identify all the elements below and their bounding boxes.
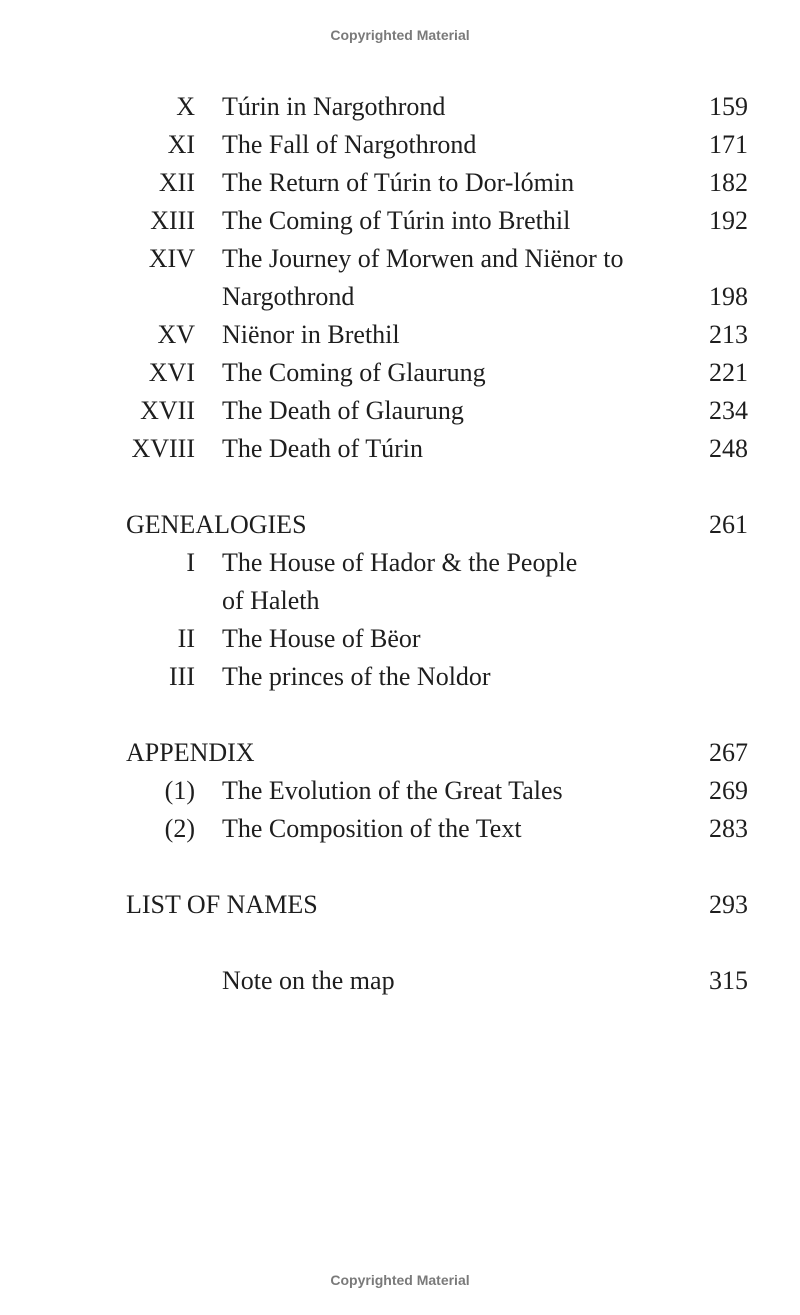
chapter-number: XIV [148, 244, 195, 273]
toc-entry-row [0, 582, 800, 620]
section-spacer [0, 468, 800, 506]
toc-entry-row [0, 354, 800, 392]
page-number: 213 [709, 320, 748, 349]
chapter-number: (2) [164, 814, 195, 843]
toc-section-row [0, 886, 800, 924]
chapter-title: The princes of the Noldor [222, 662, 491, 691]
chapter-number: XVI [148, 358, 195, 387]
chapter-title: The Composition of the Text [222, 814, 522, 843]
page-number: 315 [709, 966, 748, 995]
chapter-title: The Return of Túrin to Dor-lómin [222, 168, 575, 197]
chapter-number: II [177, 624, 195, 653]
toc-entry-row [0, 430, 800, 468]
chapter-title: The Evolution of the Great Tales [222, 776, 563, 805]
page-number: 198 [709, 282, 748, 311]
chapter-title: The Journey of Morwen and Niënor to [222, 244, 624, 273]
page-number: 221 [709, 358, 748, 387]
chapter-number: I [186, 548, 195, 577]
toc-entry-row [0, 658, 800, 696]
chapter-title: The Coming of Glaurung [222, 358, 486, 387]
chapter-title: The House of Bëor [222, 624, 421, 653]
section-spacer [0, 924, 800, 962]
chapter-title: of Haleth [222, 586, 320, 615]
toc-entry-row [0, 88, 800, 126]
toc-entry-row [0, 810, 800, 848]
table-of-contents [0, 88, 800, 1000]
section-title: LIST OF NAMES [126, 890, 318, 919]
chapter-title: Túrin in Nargothrond [222, 92, 446, 121]
toc-entry-row [0, 316, 800, 354]
page-number: 267 [709, 738, 748, 767]
toc-section-row [0, 734, 800, 772]
page-number: 159 [709, 92, 748, 121]
toc-entry-row [0, 772, 800, 810]
section-title: GENEALOGIES [126, 510, 307, 539]
toc-entry-row [0, 544, 800, 582]
section-spacer [0, 696, 800, 734]
chapter-title: The Death of Túrin [222, 434, 423, 463]
toc-entry-row [0, 202, 800, 240]
toc-entry-row [0, 392, 800, 430]
chapter-number: X [176, 92, 195, 121]
chapter-title: The Coming of Túrin into Brethil [222, 206, 571, 235]
section-title: APPENDIX [126, 738, 255, 767]
chapter-number: XVII [140, 396, 195, 425]
section-spacer [0, 848, 800, 886]
page-number: 182 [709, 168, 748, 197]
page-number: 171 [709, 130, 748, 159]
chapter-number: XVIII [131, 434, 195, 463]
toc-entry-row [0, 164, 800, 202]
page-number: 261 [709, 510, 748, 539]
chapter-title: The House of Hador & the People [222, 548, 578, 577]
chapter-title: The Death of Glaurung [222, 396, 464, 425]
page-number: 192 [709, 206, 748, 235]
page-number: 248 [709, 434, 748, 463]
chapter-number: XIII [150, 206, 195, 235]
chapter-number: XV [157, 320, 195, 349]
chapter-title: Niënor in Brethil [222, 320, 400, 349]
copyright-header: Copyrighted Material [330, 27, 470, 43]
copyright-footer: Copyrighted Material [330, 1272, 470, 1288]
chapter-number: (1) [164, 776, 195, 805]
toc-entry-row [0, 126, 800, 164]
chapter-title: The Fall of Nargothrond [222, 130, 477, 159]
toc-entry-row [0, 240, 800, 278]
chapter-title: Nargothrond [222, 282, 355, 311]
chapter-number: XII [158, 168, 195, 197]
chapter-number: III [169, 662, 195, 691]
toc-entry-row [0, 962, 800, 1000]
chapter-number: XI [167, 130, 195, 159]
page-number: 293 [709, 890, 748, 919]
toc-entry-row [0, 278, 800, 316]
page-number: 234 [709, 396, 748, 425]
page-number: 283 [709, 814, 748, 843]
toc-entry-row [0, 620, 800, 658]
chapter-title: Note on the map [222, 966, 395, 995]
toc-section-row [0, 506, 800, 544]
page-number: 269 [709, 776, 748, 805]
